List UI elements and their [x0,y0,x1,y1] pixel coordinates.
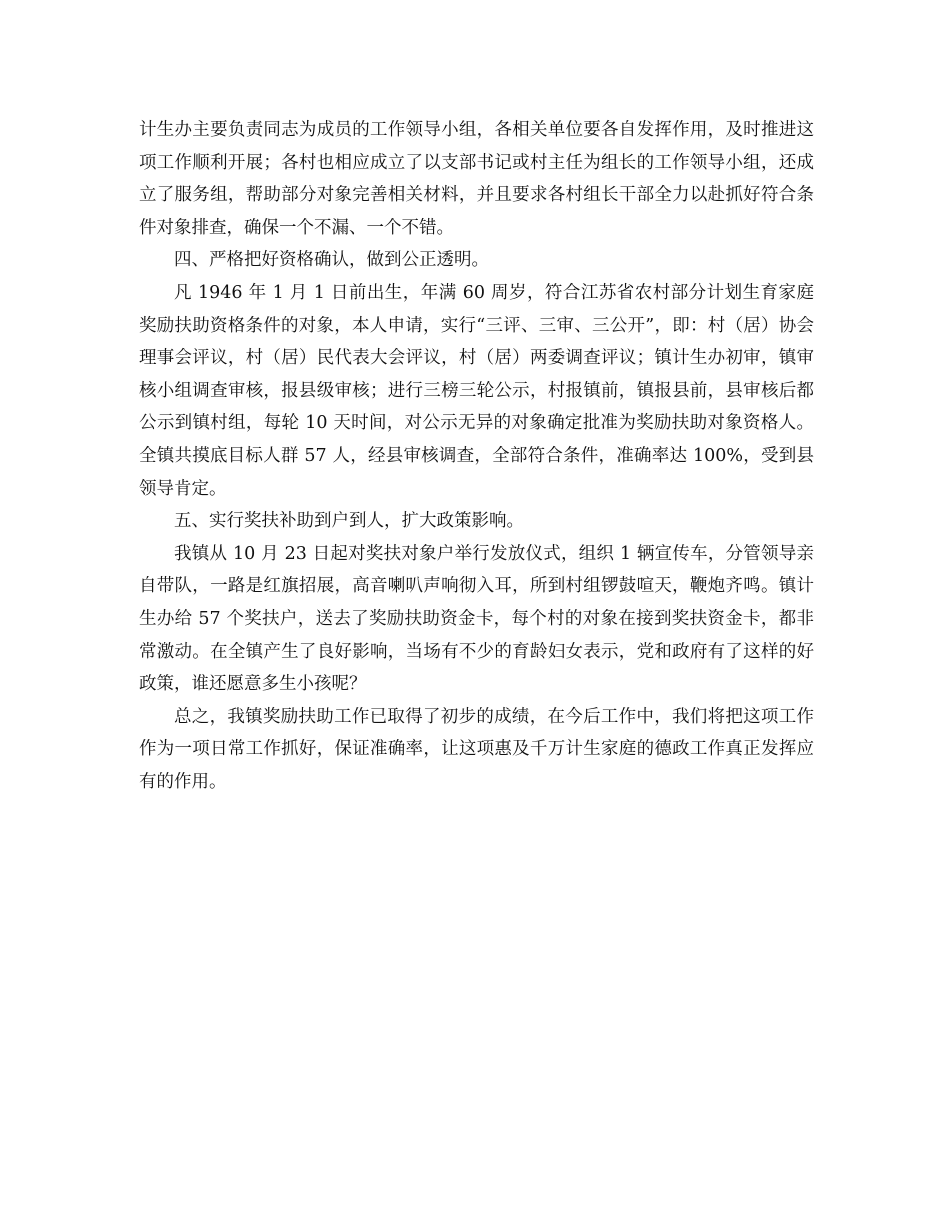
paragraph-ceremony: 我镇从 10 月 23 日起对奖扶对象户举行发放仪式，组织 1 辆宣传车，分管领导亲自带队，一路是红旗招展，高音喇叭声响彻入耳，所到村组锣鼓喧天，鞭炮齐鸣。镇计生办给 57 个奖扶户，送去了奖励扶助资金卡，每个村的对象在接到奖扶资金卡，都非常激动。在全镇产生了良好影响，当场有不少的育龄妇女表示，党和政府有了这样的好政策，谁还愿意多生小孩呢？ [139,543,814,695]
paragraph-continuation: 计生办主要负责同志为成员的工作领导小组，各相关单位要各自发挥作用，及时推进这项工作顺利开展；各村也相应成立了以支部书记或村主任为组长的工作领导小组，还成立了服务组，帮助部分对象完善相关材料，并且要求各村组长干部全力以赴抓好符合条件对象排查，确保一个不漏、一个不错。 [139,120,814,238]
paragraph-qualification: 凡 1946 年 1 月 1 日前出生，年满 60 周岁，符合江苏省农村部分计划生育家庭奖励扶助资格条件的对象，本人申请，实行“三评、三审、三公开”，即：村（居）协会理事会评议，村（居）民代表大会评议，村（居）两委调查评议；镇计生办初审，镇审核小组调查审核，报县级审核；进行三榜三轮公示，村报镇前，镇报县前，县审核后都公示到镇村组，每轮 10 天时间，对公示无异的对象确定批准为奖励扶助对象资格人。全镇共摸底目标人群 57 人，经县审核调查，全部符合条件，准确率达 100%，受到县领导肯定。 [139,282,814,499]
paragraph-summary: 总之，我镇奖励扶助工作已取得了初步的成绩，在今后工作中，我们将把这项工作作为一项日常工作抓好，保证准确率，让这项惠及千万计生家庭的德政工作真正发挥应有的作用。 [139,706,814,792]
document-body [139,114,814,798]
section-heading-5: 五、实行奖扶补助到户到人，扩大政策影响。 [174,511,524,532]
section-heading-4: 四、严格把好资格确认，做到公正透明。 [174,250,489,271]
